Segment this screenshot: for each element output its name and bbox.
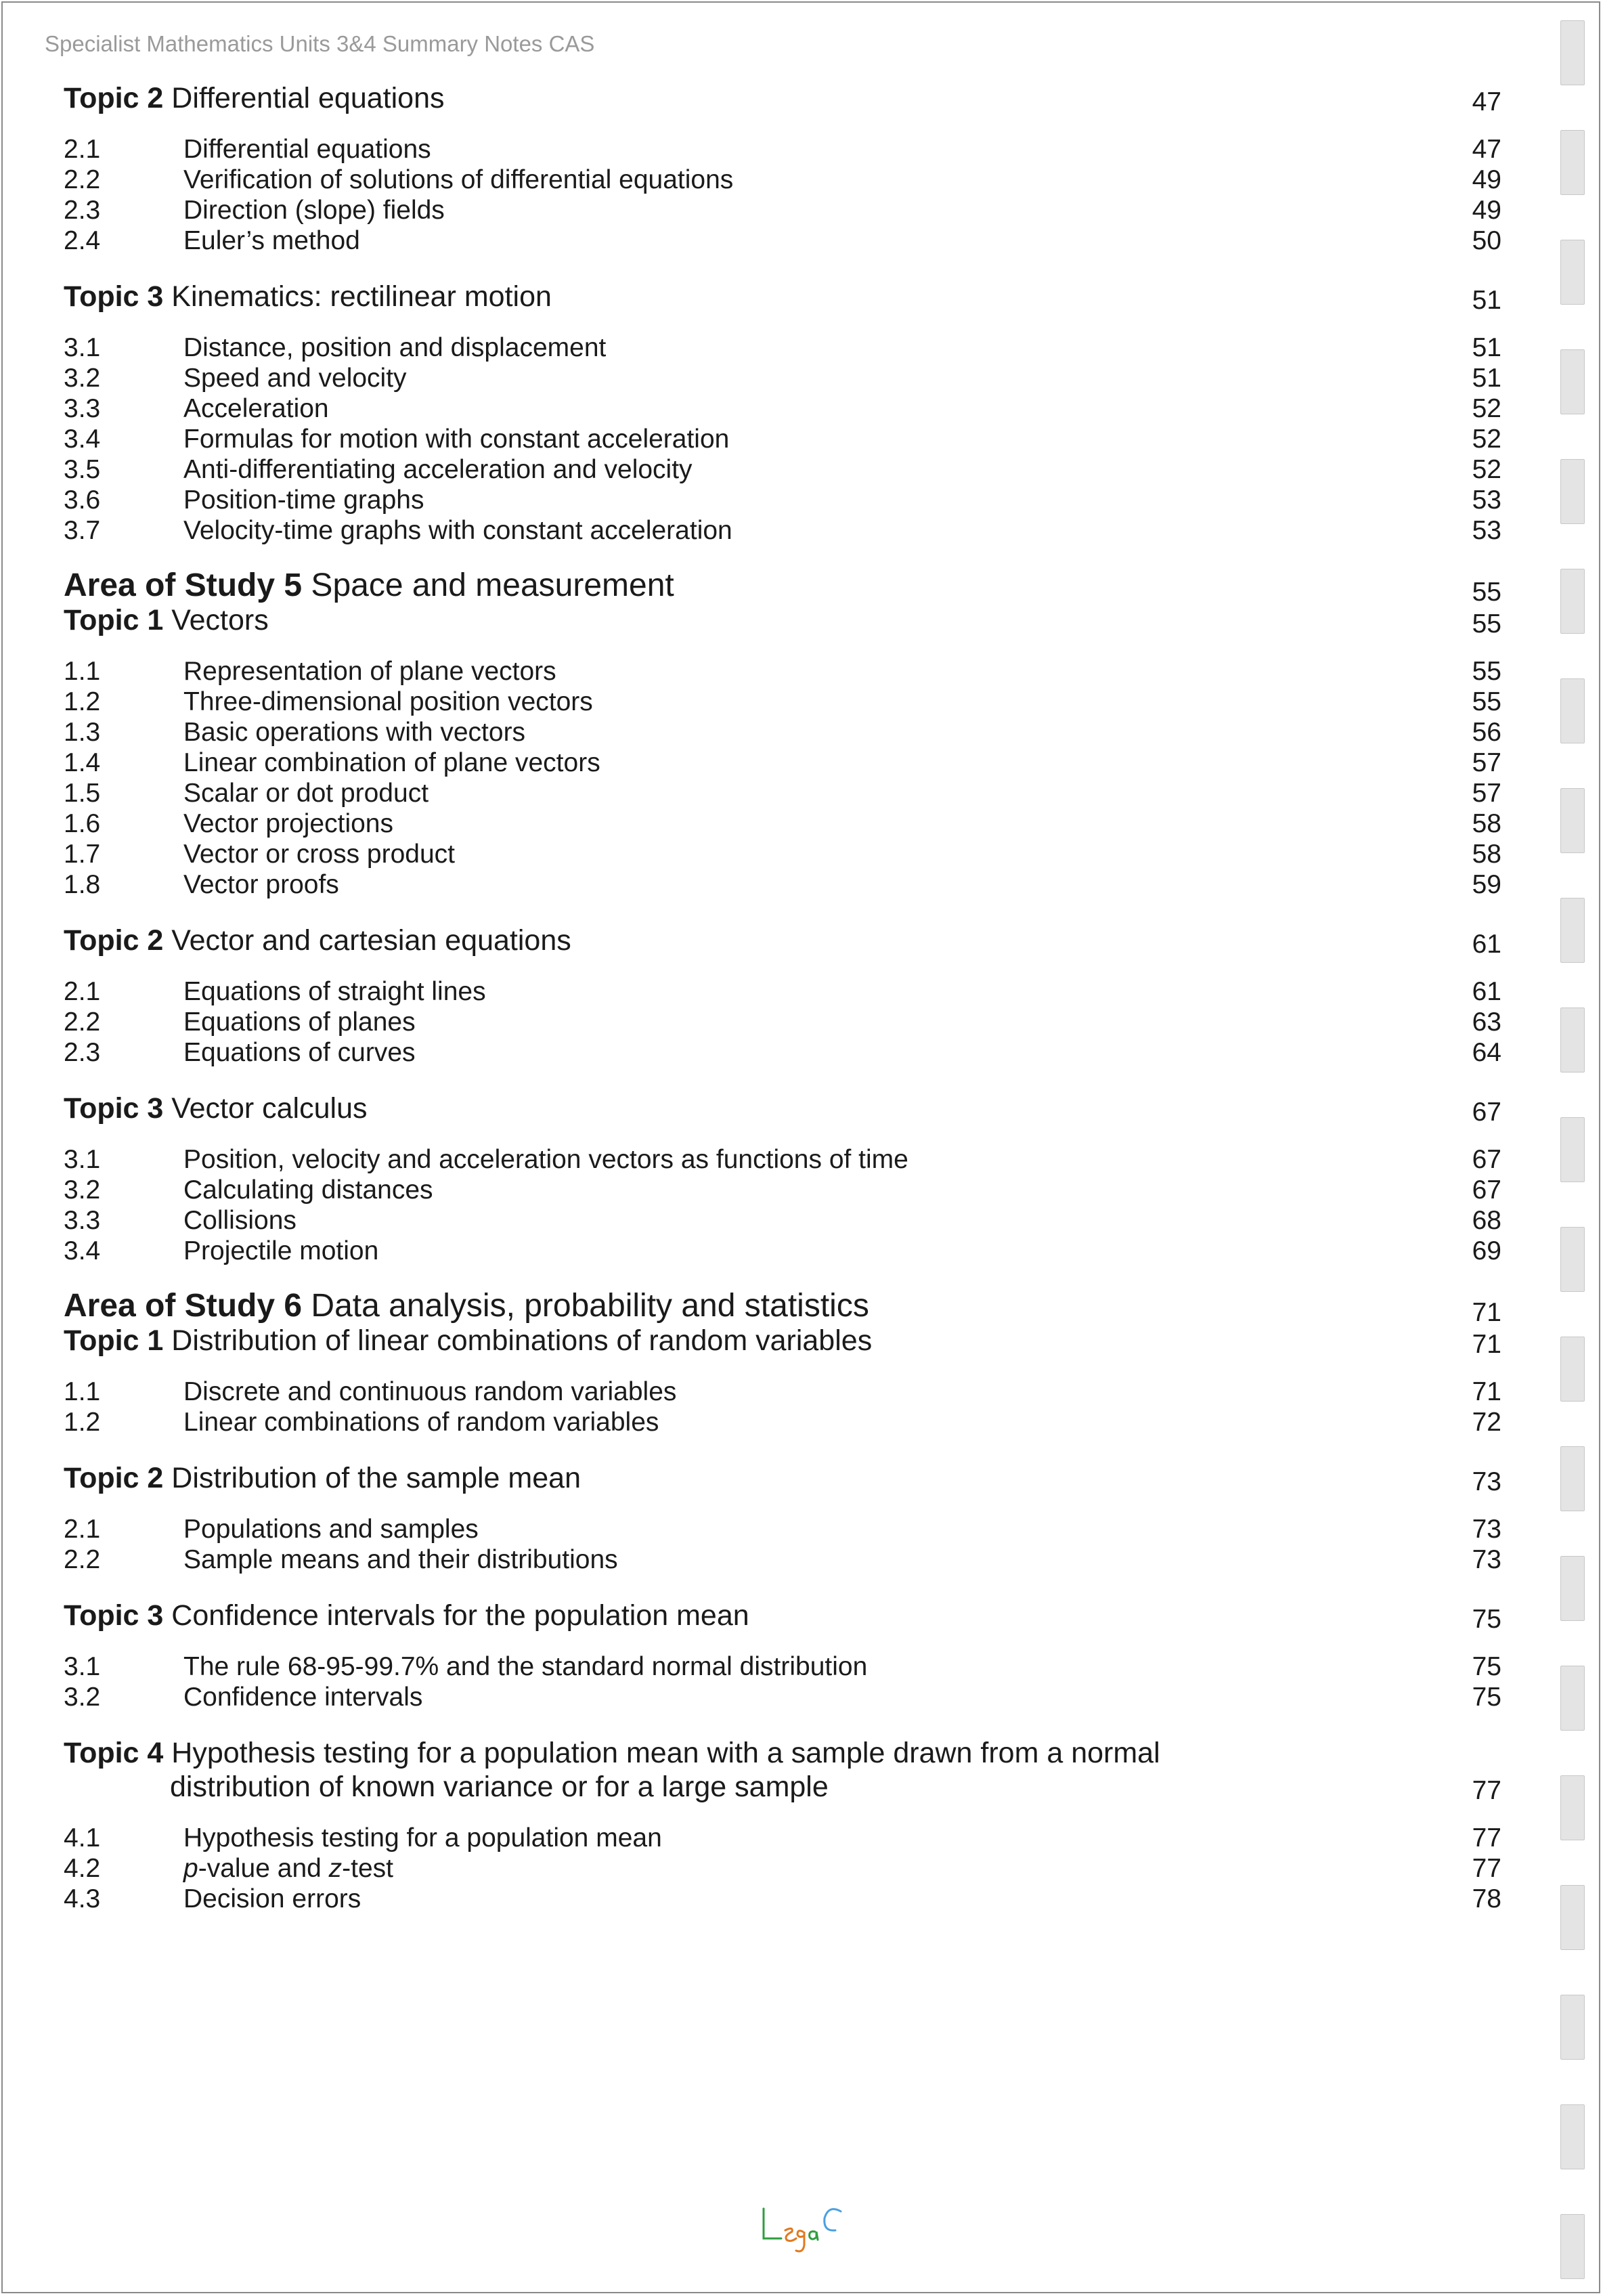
section-number: 3.1 (64, 333, 101, 362)
section-title: p-value and z-test (183, 1854, 394, 1883)
section-tab (1560, 1008, 1585, 1073)
topic-title: Differential equations (171, 82, 445, 114)
section-title: Linear combinations of random variables (183, 1408, 659, 1437)
section-title: Three-dimensional position vectors (183, 687, 593, 716)
section-title: Representation of plane vectors (183, 657, 556, 686)
section-title: Calculating distances (183, 1175, 433, 1205)
area-title: Data analysis, probability and statistics (311, 1288, 869, 1324)
page-number: 47 (1472, 87, 1501, 116)
page-number: 58 (1472, 840, 1501, 869)
section-number: 4.2 (64, 1854, 101, 1883)
section-number: 2.3 (64, 196, 101, 225)
page-number: 67 (1472, 1145, 1501, 1174)
section-number: 3.5 (64, 455, 101, 484)
topic-heading (64, 81, 445, 115)
page-number: 53 (1472, 516, 1501, 545)
section-title: Decision errors (183, 1884, 361, 1913)
section-title: Vector proofs (183, 870, 339, 899)
page-number: 49 (1472, 165, 1501, 194)
page-number: 61 (1472, 930, 1501, 959)
section-number: 3.1 (64, 1145, 101, 1174)
section-title: Sample means and their distributions (183, 1545, 618, 1574)
page-number: 61 (1472, 977, 1501, 1006)
page-number: 51 (1472, 333, 1501, 362)
page-number: 75 (1472, 1605, 1501, 1634)
section-number: 1.2 (64, 687, 101, 716)
topic-label: Topic 1 (64, 1324, 164, 1357)
section-tab (1560, 1117, 1585, 1182)
section-number: 3.2 (64, 1683, 101, 1712)
section-number: 2.1 (64, 977, 101, 1006)
section-number: 3.4 (64, 425, 101, 454)
page-number: 57 (1472, 748, 1501, 777)
section-tab (1560, 2104, 1585, 2169)
topic-title: Hypothesis testing for a population mean with a sample drawn from a normal (171, 1737, 1160, 1769)
section-title: Hypothesis testing for a population mean (183, 1823, 662, 1853)
section-title: Differential equations (183, 135, 431, 164)
topic-title: Vector and cartesian equations (171, 924, 571, 957)
section-tab (1560, 1446, 1585, 1511)
section-title: Position, velocity and acceleration vectors as functions of time (183, 1145, 908, 1174)
page-number: 67 (1472, 1175, 1501, 1205)
area-heading (64, 568, 674, 603)
page-number: 55 (1472, 609, 1501, 638)
section-number: 1.4 (64, 748, 101, 777)
section-title: Equations of straight lines (183, 977, 486, 1006)
section-title: Basic operations with vectors (183, 718, 526, 747)
section-number: 1.3 (64, 718, 101, 747)
page-number: 64 (1472, 1038, 1501, 1067)
section-title: Equations of planes (183, 1008, 416, 1037)
section-title: Formulas for motion with constant acceleration (183, 425, 730, 454)
page-number: 63 (1472, 1008, 1501, 1037)
page-number: 56 (1472, 718, 1501, 747)
page-number: 72 (1472, 1408, 1501, 1437)
topic-heading (64, 924, 571, 957)
topic-title-continued: distribution of known variance or for a large sample (170, 1771, 829, 1803)
section-number: 2.2 (64, 1545, 101, 1574)
page-number: 52 (1472, 425, 1501, 454)
section-title: Scalar or dot product (183, 779, 429, 808)
section-number: 3.4 (64, 1236, 101, 1265)
section-title: Position-time graphs (183, 485, 424, 515)
topic-heading (64, 1461, 581, 1495)
section-number: 1.1 (64, 1377, 101, 1406)
topic-label: Topic 2 (64, 1462, 164, 1494)
section-tab (1560, 788, 1585, 853)
section-number: 2.2 (64, 165, 101, 194)
section-title: Discrete and continuous random variables (183, 1377, 677, 1406)
topic-title: Distribution of linear combinations of random variables (171, 1324, 873, 1357)
section-tab (1560, 1775, 1585, 1840)
section-tab (1560, 349, 1585, 414)
section-title: Confidence intervals (183, 1683, 423, 1712)
page-number: 78 (1472, 1884, 1501, 1913)
section-title: Populations and samples (183, 1515, 479, 1544)
topic-label: Topic 2 (64, 82, 164, 114)
page-number: 77 (1472, 1776, 1501, 1805)
page-number: 77 (1472, 1854, 1501, 1883)
page-number: 71 (1472, 1330, 1501, 1359)
topic-title: Vectors (171, 604, 269, 636)
area-title: Space and measurement (311, 567, 674, 603)
section-tab (1560, 20, 1585, 85)
area-label: Area of Study 6 (64, 1288, 303, 1324)
section-number: 2.3 (64, 1038, 101, 1067)
section-tab (1560, 1556, 1585, 1621)
page-number: 47 (1472, 135, 1501, 164)
legac-logo (758, 2196, 846, 2257)
section-number: 3.3 (64, 394, 101, 423)
running-header: Specialist Mathematics Units 3&4 Summary Notes CAS (45, 31, 595, 56)
section-number: 4.1 (64, 1823, 101, 1853)
section-number: 4.3 (64, 1884, 101, 1913)
section-number: 1.1 (64, 657, 101, 686)
section-number: 3.6 (64, 485, 101, 515)
section-title: Collisions (183, 1206, 297, 1235)
topic-label: Topic 3 (64, 1599, 164, 1632)
topic-label: Topic 3 (64, 1092, 164, 1125)
topic-title: Confidence intervals for the population mean (171, 1599, 749, 1632)
section-title: Linear combination of plane vectors (183, 748, 600, 777)
topic-heading (64, 1091, 368, 1125)
page-number: 75 (1472, 1652, 1501, 1681)
section-number: 3.1 (64, 1652, 101, 1681)
section-tab (1560, 1885, 1585, 1950)
section-number: 3.7 (64, 516, 101, 545)
page-number: 71 (1472, 1298, 1501, 1327)
page-number: 52 (1472, 394, 1501, 423)
section-tab (1560, 130, 1585, 195)
area-heading (64, 1288, 869, 1324)
section-number: 1.5 (64, 779, 101, 808)
page-number: 55 (1472, 687, 1501, 716)
section-tab (1560, 1666, 1585, 1731)
section-number: 1.8 (64, 870, 101, 899)
topic-heading (64, 1599, 749, 1632)
page-number: 75 (1472, 1683, 1501, 1712)
topic-heading (64, 603, 269, 637)
section-title: Direction (slope) fields (183, 196, 445, 225)
page-number: 52 (1472, 455, 1501, 484)
topic-title: Vector calculus (171, 1092, 368, 1125)
page-number: 67 (1472, 1098, 1501, 1127)
page-number: 51 (1472, 364, 1501, 393)
page-number: 55 (1472, 578, 1501, 607)
section-title: Verification of solutions of differential equations (183, 165, 734, 194)
topic-heading-line-1 (64, 1736, 1160, 1770)
section-tab (1560, 459, 1585, 524)
page-number: 69 (1472, 1236, 1501, 1265)
section-tab (1560, 2214, 1585, 2279)
section-title: Velocity-time graphs with constant acceleration (183, 516, 732, 545)
section-number: 2.2 (64, 1008, 101, 1037)
section-number: 1.2 (64, 1408, 101, 1437)
page-number: 53 (1472, 485, 1501, 515)
section-title: Acceleration (183, 394, 329, 423)
section-number: 1.7 (64, 840, 101, 869)
topic-heading (64, 1324, 872, 1358)
section-title: Projectile motion (183, 1236, 379, 1265)
page-number: 68 (1472, 1206, 1501, 1235)
section-tab (1560, 1337, 1585, 1402)
page-number: 51 (1472, 286, 1501, 315)
page-number: 57 (1472, 779, 1501, 808)
section-tab (1560, 569, 1585, 634)
section-title: Vector projections (183, 809, 394, 838)
topic-heading (64, 280, 552, 313)
topic-label: Topic 3 (64, 280, 164, 313)
section-tab (1560, 898, 1585, 963)
page-number: 73 (1472, 1515, 1501, 1544)
area-label: Area of Study 5 (64, 567, 303, 603)
topic-title: Distribution of the sample mean (171, 1462, 581, 1494)
page-number: 55 (1472, 657, 1501, 686)
page-number: 77 (1472, 1823, 1501, 1853)
section-tab (1560, 678, 1585, 743)
page-number: 50 (1472, 226, 1501, 255)
topic-label: Topic 4 (64, 1737, 164, 1769)
page-number: 73 (1472, 1467, 1501, 1496)
section-number: 1.6 (64, 809, 101, 838)
section-tab (1560, 1995, 1585, 2060)
section-title: Vector or cross product (183, 840, 456, 869)
topic-label: Topic 2 (64, 924, 164, 957)
section-title: Speed and velocity (183, 364, 407, 393)
section-title: Anti-differentiating acceleration and velocity (183, 455, 693, 484)
section-title: Equations of curves (183, 1038, 416, 1067)
topic-label: Topic 1 (64, 604, 164, 636)
section-number: 2.1 (64, 1515, 101, 1544)
section-number: 2.1 (64, 135, 101, 164)
section-title: The rule 68-95-99.7% and the standard normal distribution (183, 1652, 868, 1681)
section-tab (1560, 240, 1585, 305)
page-number: 58 (1472, 809, 1501, 838)
page-number: 49 (1472, 196, 1501, 225)
page-number: 59 (1472, 870, 1501, 899)
page-number: 71 (1472, 1377, 1501, 1406)
section-number: 3.2 (64, 1175, 101, 1205)
section-title: Distance, position and displacement (183, 333, 607, 362)
section-tab (1560, 1227, 1585, 1292)
section-number: 3.2 (64, 364, 101, 393)
section-number: 3.3 (64, 1206, 101, 1235)
section-title: Euler’s method (183, 226, 360, 255)
page-number: 73 (1472, 1545, 1501, 1574)
section-number: 2.4 (64, 226, 101, 255)
topic-title: Kinematics: rectilinear motion (171, 280, 552, 313)
